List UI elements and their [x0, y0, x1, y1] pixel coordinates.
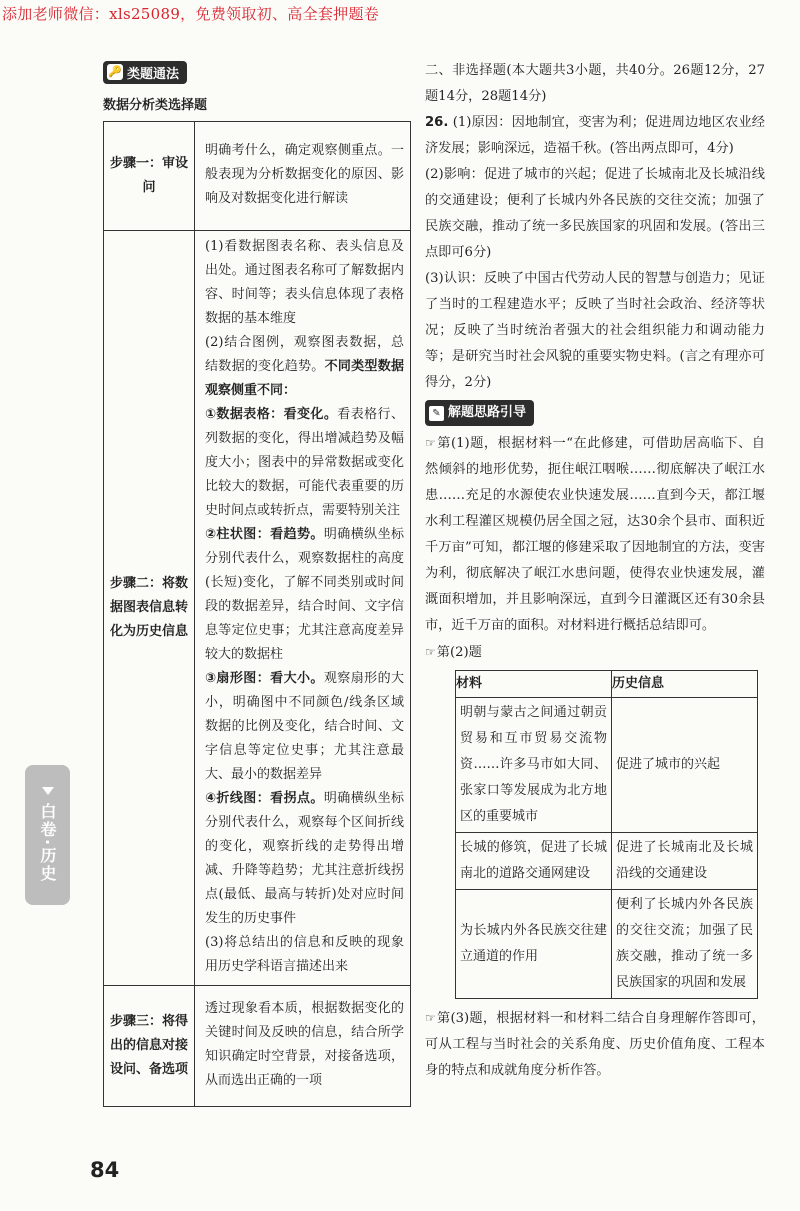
guide-part1	[425, 430, 765, 639]
guide-tag-label: 解题思路引导	[448, 405, 527, 420]
pointing-hand-icon: ☞	[425, 645, 436, 659]
table-cell: 明朝与蒙古之间通过朝贡贸易和互市贸易交流物资……许多马市如大同、张家口等发展成为北方地区的重要城市	[456, 698, 612, 833]
steps-table	[103, 121, 411, 1107]
pointing-hand-icon: ☞	[425, 1011, 436, 1025]
chart-type-heading: ②柱状图：看趋势。	[205, 526, 324, 542]
table-cell: 便利了长城内外各民族的交往交流；加强了民族交融，推动了统一多民族国家的巩固和发展	[612, 890, 758, 999]
guide-tag	[425, 400, 534, 426]
key-icon: 🔑	[108, 65, 122, 78]
triangle-icon	[42, 787, 54, 795]
q26-part2: (2)影响：促进了城市的兴起；促进了长城南北及长城沿线的交通建设；便利了长城内外各民族的交往交流；加强了民族交融，推动了统一多民族国家的巩固和发展。(答出三点即可6分)	[425, 167, 765, 260]
guide-text: 第(1)题，根据材料一“在此修建，可借助居高临下、自然倾斜的地形优势，扼住岷江咽喉……彻底解决了岷江水患……充足的水源使农业快速发展……直到今天，都江堰水利工程灌区规模仍居全国之冠，达30余个县市、面积近千万亩”可知，都江堰的修建采取了因地制宜的方法，变害为利，彻底解决了岷江水患问题，使得农业快速发展，灌溉面积增加，并且影响深远，直到今日灌溉区还有30余县市，近千万亩的面积。对材料进行概括总结即可。	[425, 436, 765, 633]
step-row-1	[104, 121, 411, 230]
table-header: 历史信息	[612, 671, 758, 698]
method-tag	[103, 61, 187, 84]
pointing-hand-icon: ☞	[425, 436, 436, 450]
page-number: 84	[90, 1158, 120, 1182]
step-content	[195, 230, 411, 985]
guide-text: 第(2)题	[436, 645, 482, 660]
step-text: 明确横纵坐标分别代表什么，观察数据柱的高度(长短)变化，了解不同类别或时间段的数据差异，结合时间、文字信息等定位史事；尤其注意高度差异较大的数据柱	[205, 526, 404, 662]
chart-type-heading: ①数据表格：看变化。	[205, 406, 338, 422]
left-column	[103, 60, 411, 1107]
edit-icon: ✎	[429, 406, 444, 421]
method-tag-label: 类题通法	[127, 66, 180, 82]
table-row	[456, 698, 758, 833]
answer-text: (1)原因：因地制宜，变害为利；促进周边地区农业经济发展；影响深远，造福千秋。(答出两点即可，4分)	[425, 115, 765, 156]
table-cell: 长城的修筑，促进了长城南北的道路交通网建设	[456, 833, 612, 890]
step-paragraph: (1)看数据图表名称、表头信息及出处。通过图表名称可了解数据内容、时间等；表头信息体现了表格数据的基本维度	[205, 238, 404, 326]
step-paragraph	[205, 523, 404, 667]
step-paragraph	[205, 787, 404, 931]
step-content: 透过现象看本质，根据数据变化的关键时间及反映的信息，结合所学知识确定时空背景，对接备选项，从而选出正确的一项	[195, 985, 411, 1106]
guide-part3	[425, 1005, 765, 1084]
q26-part3: (3)认识：反映了中国古代劳动人民的智慧与创造力；见证了当时的工程建造水平；反映了当时社会政治、经济等状况；反映了当时统治者强大的社会组织能力和调动能力等；是研究当时社会风貌的重要实物史料。(言之有理亦可得分，2分)	[425, 271, 765, 390]
step-paragraph	[205, 667, 404, 787]
step-paragraph	[205, 403, 404, 523]
step-label: 步骤二：将数据图表信息转化为历史信息	[104, 230, 195, 985]
table-row	[456, 833, 758, 890]
step-label: 步骤三：将得出的信息对接设问、备选项	[104, 985, 195, 1106]
step-text: 观察扇形的大小，明确图中不同颜色/线条区域数据的比例及变化，结合时间、文字信息等定位史事；尤其注意最大、最小的数据差异	[205, 670, 404, 782]
table-cell: 为长城内外各民族交往建立通道的作用	[456, 890, 612, 999]
step-paragraph	[205, 331, 404, 403]
side-tab-label: 白卷·历史	[38, 802, 57, 884]
q26-part1	[425, 110, 765, 162]
right-column	[425, 58, 765, 1084]
step-text-bold: 不同类型数据观察侧重不同：	[205, 358, 404, 398]
step-label: 步骤一：审设问	[104, 121, 195, 230]
section-title: 二、非选择题(本大题共3小题，共40分。26题12分，27题14分，28题14分)	[425, 63, 765, 104]
step-paragraph: (3)将总结出的信息和反映的现象用历史学科语言描述出来	[205, 934, 404, 974]
table-cell: 促进了城市的兴起	[612, 698, 758, 833]
table-header-row	[456, 671, 758, 698]
table-cell: 促进了长城南北及长城沿线的交通建设	[612, 833, 758, 890]
step-text: 明确横纵坐标分别代表什么，观察每个区间折线的变化，观察折线的走势得出增减、升降等趋势；尤其注意折线拐点(最低、最高与转折)处对应时间发生的历史事件	[205, 790, 404, 926]
question-number: 26.	[425, 115, 449, 130]
method-subtitle: 数据分析类选择题	[103, 97, 208, 113]
step-row-2	[104, 230, 411, 985]
guide-part2	[425, 639, 765, 666]
table-header: 材料	[456, 671, 612, 698]
step-text: 看表格行、列数据的变化，得出增减趋势及幅度大小；图表中的异常数据或变化比较大的数据，可能代表重要的历史时间点或转折点，需要特别关注	[205, 406, 404, 518]
chart-type-heading: ④折线图：看拐点。	[205, 790, 324, 806]
watermark-text: 添加老师微信：xls25089，免费领取初、高全套押题卷	[2, 5, 380, 23]
table-row	[456, 890, 758, 999]
chart-type-heading: ③扇形图：看大小。	[205, 670, 324, 686]
subject-side-tab	[25, 765, 70, 905]
step-row-3	[104, 985, 411, 1106]
step-text: (2)结合图例，观察图表数据，总结数据的变化趋势。	[205, 334, 404, 374]
step-content: 明确考什么，确定观察侧重点。一般表现为分析数据变化的原因、影响及对数据变化进行解读	[195, 121, 411, 230]
material-table	[455, 670, 758, 999]
guide-text: 第(3)题，根据材料一和材料二结合自身理解作答即可，可从工程与当时社会的关系角度、历史价值角度、工程本身的特点和成就角度分析作答。	[425, 1011, 765, 1078]
